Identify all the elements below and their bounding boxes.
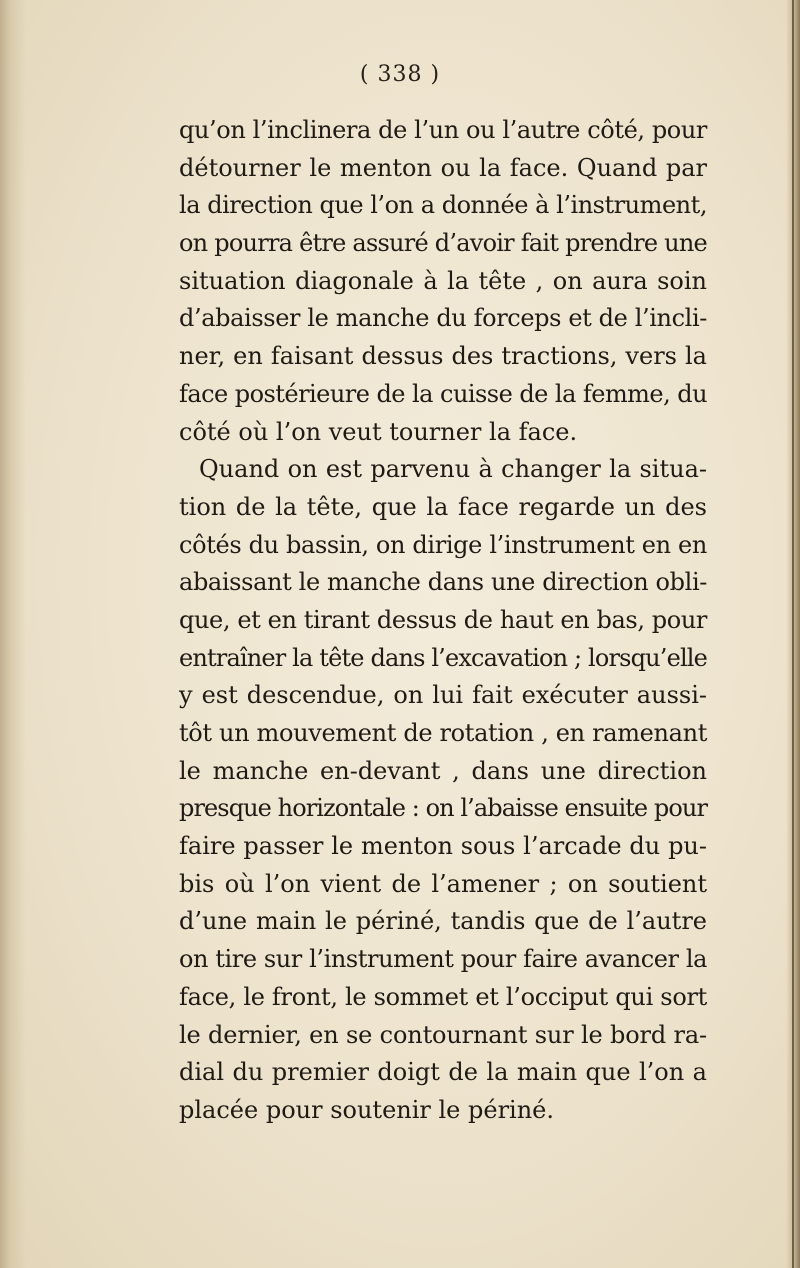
text-line: le manche en-devant , dans une direction xyxy=(179,756,707,785)
text-line: détourner le menton ou la face. Quand par xyxy=(179,153,707,182)
text-line: d’une main le périné, tandis que de l’autre xyxy=(179,907,707,936)
text-line: tion de la tête, que la face regarde un des xyxy=(179,492,707,521)
paragraph xyxy=(179,451,707,1129)
text-line: face, le front, le sommet et l’occiput qui sort xyxy=(179,982,708,1011)
text-line: presque horizontale : on l’abaisse ensuite pour xyxy=(179,794,708,823)
text-line: face postérieure de la cuisse de la femme, du xyxy=(179,379,708,408)
text-line: on pourra être assuré d’avoir fait prendre une xyxy=(179,229,707,258)
text-line: que, et en tirant dessus de haut en bas, pour xyxy=(179,605,707,634)
text-line: placée pour soutenir le périné. xyxy=(179,1095,555,1124)
binding-shadow xyxy=(0,0,26,1268)
body-text xyxy=(179,112,707,1130)
text-line: faire passer le menton sous l’arcade du pu- xyxy=(179,832,707,861)
text-line: abaissant le manche dans une direction obli- xyxy=(179,568,707,597)
text-line: situation diagonale à la tête , on aura soin xyxy=(179,266,707,295)
page-edge-line xyxy=(792,0,794,1268)
text-line: qu’on l’inclinera de l’un ou l’autre côté, pour xyxy=(179,116,707,144)
text-line: entraîner la tête dans l’excavation ; lorsqu’elle xyxy=(179,643,707,672)
text-line: bis où l’on vient de l’amener ; on soutient xyxy=(179,869,707,898)
text-line: d’abaisser le manche du forceps et de l’incli- xyxy=(179,304,707,333)
text-line: Quand on est parvenu à changer la situa- xyxy=(199,455,707,484)
text-line: y est descendue, on lui fait exécuter aussi- xyxy=(179,681,707,710)
text-line: dial du premier doigt de la main que l’on a xyxy=(179,1058,707,1087)
text-line: le dernier, en se contournant sur le bord ra- xyxy=(179,1020,707,1049)
text-line: ner, en faisant dessus des tractions, vers la xyxy=(179,342,707,371)
page-number: ( 338 ) xyxy=(359,62,441,87)
text-line: la direction que l’on a donnée à l’instrument, xyxy=(179,191,707,220)
text-line: côté où l’on veut tourner la face. xyxy=(179,417,578,446)
text-line: on tire sur l’instrument pour faire avancer la xyxy=(179,945,707,974)
text-line: tôt un mouvement de rotation , en ramenant xyxy=(179,719,707,747)
paragraph xyxy=(179,112,707,451)
text-line: côtés du bassin, on dirige l’instrument en en xyxy=(179,530,707,559)
